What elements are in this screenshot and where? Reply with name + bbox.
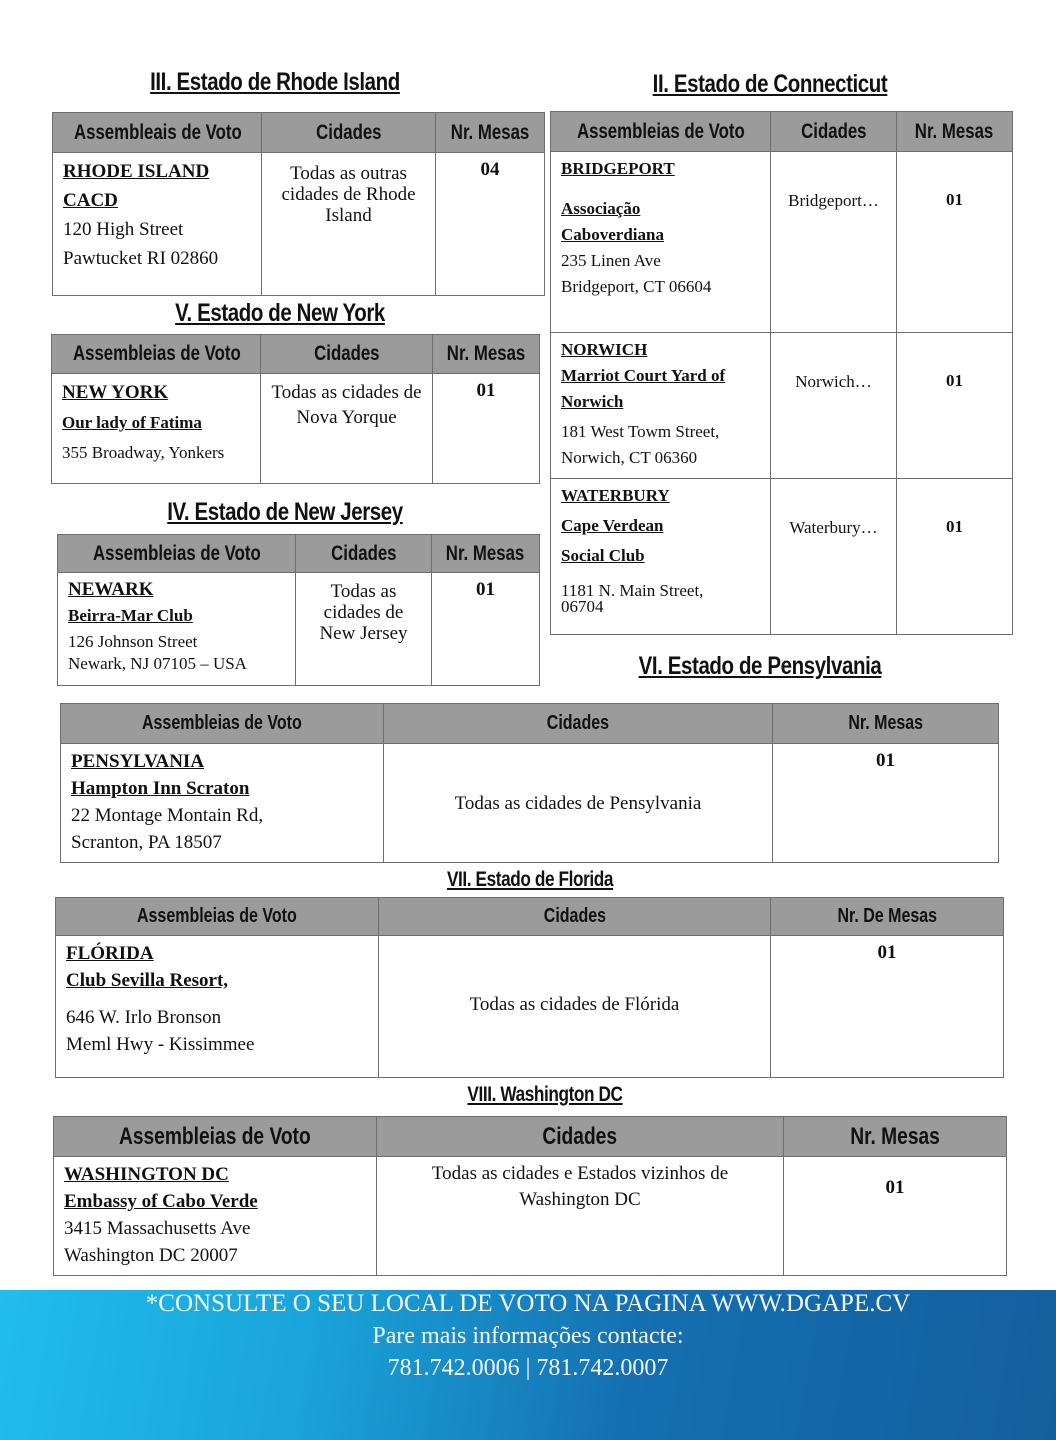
table-washington bbox=[53, 1116, 1007, 1276]
venue-address: 181 West Towm Street, bbox=[561, 422, 720, 441]
venue-address: 646 W. Irlo Bronson bbox=[66, 1007, 222, 1028]
section-title-new-york: V. Estado de New York bbox=[175, 299, 385, 327]
venue-place: Embassy of Cabo Verde bbox=[64, 1191, 258, 1212]
venue-address: Pawtucket RI 02860 bbox=[63, 248, 219, 269]
venue-address: 1181 N. Main Street, bbox=[561, 581, 704, 600]
table-connecticut bbox=[550, 111, 1013, 635]
venue-address: Meml Hwy - Kissimmee bbox=[66, 1034, 255, 1055]
header-cities: Cidades bbox=[261, 335, 433, 374]
venue-place: CACD bbox=[63, 190, 118, 211]
section-title-rhode-island: III. Estado de Rhode Island bbox=[150, 68, 400, 96]
footer-contact-label: Pare mais informações contacte: bbox=[372, 1323, 684, 1349]
table-new-york bbox=[51, 334, 540, 484]
footer-phone-numbers: 781.742.0006 | 781.742.0007 bbox=[387, 1355, 669, 1381]
venue-name: PENSYLVANIA bbox=[71, 751, 205, 772]
venue-address: 3415 Massachusetts Ave bbox=[64, 1218, 251, 1239]
cities-cell: Todas as cidades de Flórida bbox=[379, 936, 771, 1078]
venue-name: RHODE ISLAND bbox=[63, 161, 210, 182]
table-new-jersey bbox=[57, 534, 540, 686]
venue-place: Our lady of Fatima bbox=[62, 413, 202, 432]
table-row bbox=[53, 153, 545, 296]
cities-cell: Norwich… bbox=[771, 333, 897, 479]
tables-count: 01 bbox=[771, 936, 1004, 1078]
section-title-new-jersey: IV. Estado de New Jersey bbox=[167, 498, 403, 526]
cities-cell: Waterbury… bbox=[771, 479, 897, 635]
venue-place: Cape Verdean bbox=[561, 516, 664, 535]
header-venues: Assembleias de Voto bbox=[56, 898, 379, 936]
table-row bbox=[61, 744, 999, 863]
header-tables: Nr. Mesas bbox=[897, 112, 1013, 152]
venue-address: Newark, NJ 07105 – USA bbox=[68, 654, 247, 673]
venue-name: NEW YORK bbox=[62, 382, 169, 403]
venue-name: NEWARK bbox=[68, 579, 154, 600]
venue-address: 120 High Street bbox=[63, 219, 184, 240]
header-venues: Assembleias de Voto bbox=[52, 335, 261, 374]
table-row bbox=[54, 1157, 1007, 1276]
header-venues: Assembleais de Voto bbox=[53, 113, 262, 153]
cities-cell: Todas as outras cidades de Rhode Island bbox=[262, 153, 436, 296]
header-cities: Cidades bbox=[377, 1117, 784, 1157]
venue-place: Caboverdiana bbox=[561, 225, 664, 244]
section-title-washington: VIII. Washington DC bbox=[467, 1083, 623, 1106]
header-cities: Cidades bbox=[379, 898, 771, 936]
table-row bbox=[58, 573, 540, 686]
venue-address: 06704 bbox=[561, 597, 604, 616]
table-row bbox=[56, 936, 1004, 1078]
tables-count: 04 bbox=[436, 153, 545, 296]
table-pensylvania bbox=[60, 703, 999, 863]
venue-address: Bridgeport, CT 06604 bbox=[561, 277, 712, 296]
cities-cell: Todas as cidades e Estados vizinhos de Washington DC bbox=[377, 1157, 784, 1276]
cities-cell: Todas as cidades de Nova Yorque bbox=[261, 374, 433, 484]
table-row bbox=[551, 333, 1013, 479]
footer-banner bbox=[0, 1290, 1056, 1440]
venue-name: WASHINGTON DC bbox=[64, 1164, 229, 1185]
tables-count: 01 bbox=[433, 374, 540, 484]
tables-count: 01 bbox=[773, 744, 999, 863]
section-title-florida: VII. Estado de Florida bbox=[446, 868, 614, 891]
table-row bbox=[551, 479, 1013, 635]
cities-cell: Todas as cidades de Pensylvania bbox=[384, 744, 773, 863]
venue-place: Social Club bbox=[561, 546, 645, 565]
venue-name: BRIDGEPORT bbox=[561, 159, 675, 178]
header-venues: Assembleias de Voto bbox=[58, 535, 296, 573]
table-florida bbox=[55, 897, 1004, 1078]
table-row bbox=[551, 152, 1013, 333]
venue-address: Scranton, PA 18507 bbox=[71, 832, 222, 853]
header-tables: Nr. Mesas bbox=[432, 535, 540, 573]
venue-place: Beirra-Mar Club bbox=[68, 606, 193, 625]
header-tables: Nr. Mesas bbox=[436, 113, 545, 153]
header-venues: Assembleias de Voto bbox=[61, 704, 384, 744]
tables-count: 01 bbox=[784, 1157, 1007, 1276]
cities-cell: Todas as cidades de New Jersey bbox=[296, 573, 432, 686]
venue-place: Norwich bbox=[561, 392, 624, 411]
venue-name: NORWICH bbox=[561, 340, 648, 359]
venue-place: Marriot Court Yard of bbox=[561, 366, 726, 385]
venue-name: FLÓRIDA bbox=[66, 943, 154, 964]
table-row bbox=[52, 374, 540, 484]
venue-address: Norwich, CT 06360 bbox=[561, 448, 698, 467]
section-title-pensylvania: VI. Estado de Pensylvania bbox=[638, 652, 882, 680]
header-venues: Assembleias de Voto bbox=[54, 1117, 377, 1157]
header-cities: Cidades bbox=[262, 113, 436, 153]
header-tables: Nr. Mesas bbox=[773, 704, 999, 744]
section-title-connecticut: II. Estado de Connecticut bbox=[652, 70, 888, 98]
venue-address: 235 Linen Ave bbox=[561, 251, 661, 270]
footer-notice: *CONSULTE O SEU LOCAL DE VOTO NA PAGINA WWW.DGAPE.CV bbox=[145, 1290, 911, 1317]
venue-address: 126 Johnson Street bbox=[68, 632, 198, 651]
venue-address: 22 Montage Montain Rd, bbox=[71, 805, 264, 826]
header-tables: Nr. Mesas bbox=[784, 1117, 1007, 1157]
header-tables: Nr. De Mesas bbox=[771, 898, 1004, 936]
venue-place: Club Sevilla Resort, bbox=[66, 970, 229, 991]
venue-name: WATERBURY bbox=[561, 486, 670, 505]
tables-count: 01 bbox=[897, 152, 1013, 333]
cities-cell: Bridgeport… bbox=[771, 152, 897, 333]
header-cities: Cidades bbox=[296, 535, 432, 573]
header-venues: Assembleias de Voto bbox=[551, 112, 771, 152]
header-cities: Cidades bbox=[384, 704, 773, 744]
venue-address: 355 Broadway, Yonkers bbox=[62, 443, 225, 462]
header-tables: Nr. Mesas bbox=[433, 335, 540, 374]
header-cities: Cidades bbox=[771, 112, 897, 152]
tables-count: 01 bbox=[897, 479, 1013, 635]
venue-address: Washington DC 20007 bbox=[64, 1245, 238, 1266]
venue-place: Hampton Inn Scraton bbox=[71, 778, 250, 799]
table-rhode-island bbox=[52, 112, 545, 296]
tables-count: 01 bbox=[897, 333, 1013, 479]
tables-count: 01 bbox=[432, 573, 540, 686]
venue-place: Associação bbox=[561, 199, 641, 218]
